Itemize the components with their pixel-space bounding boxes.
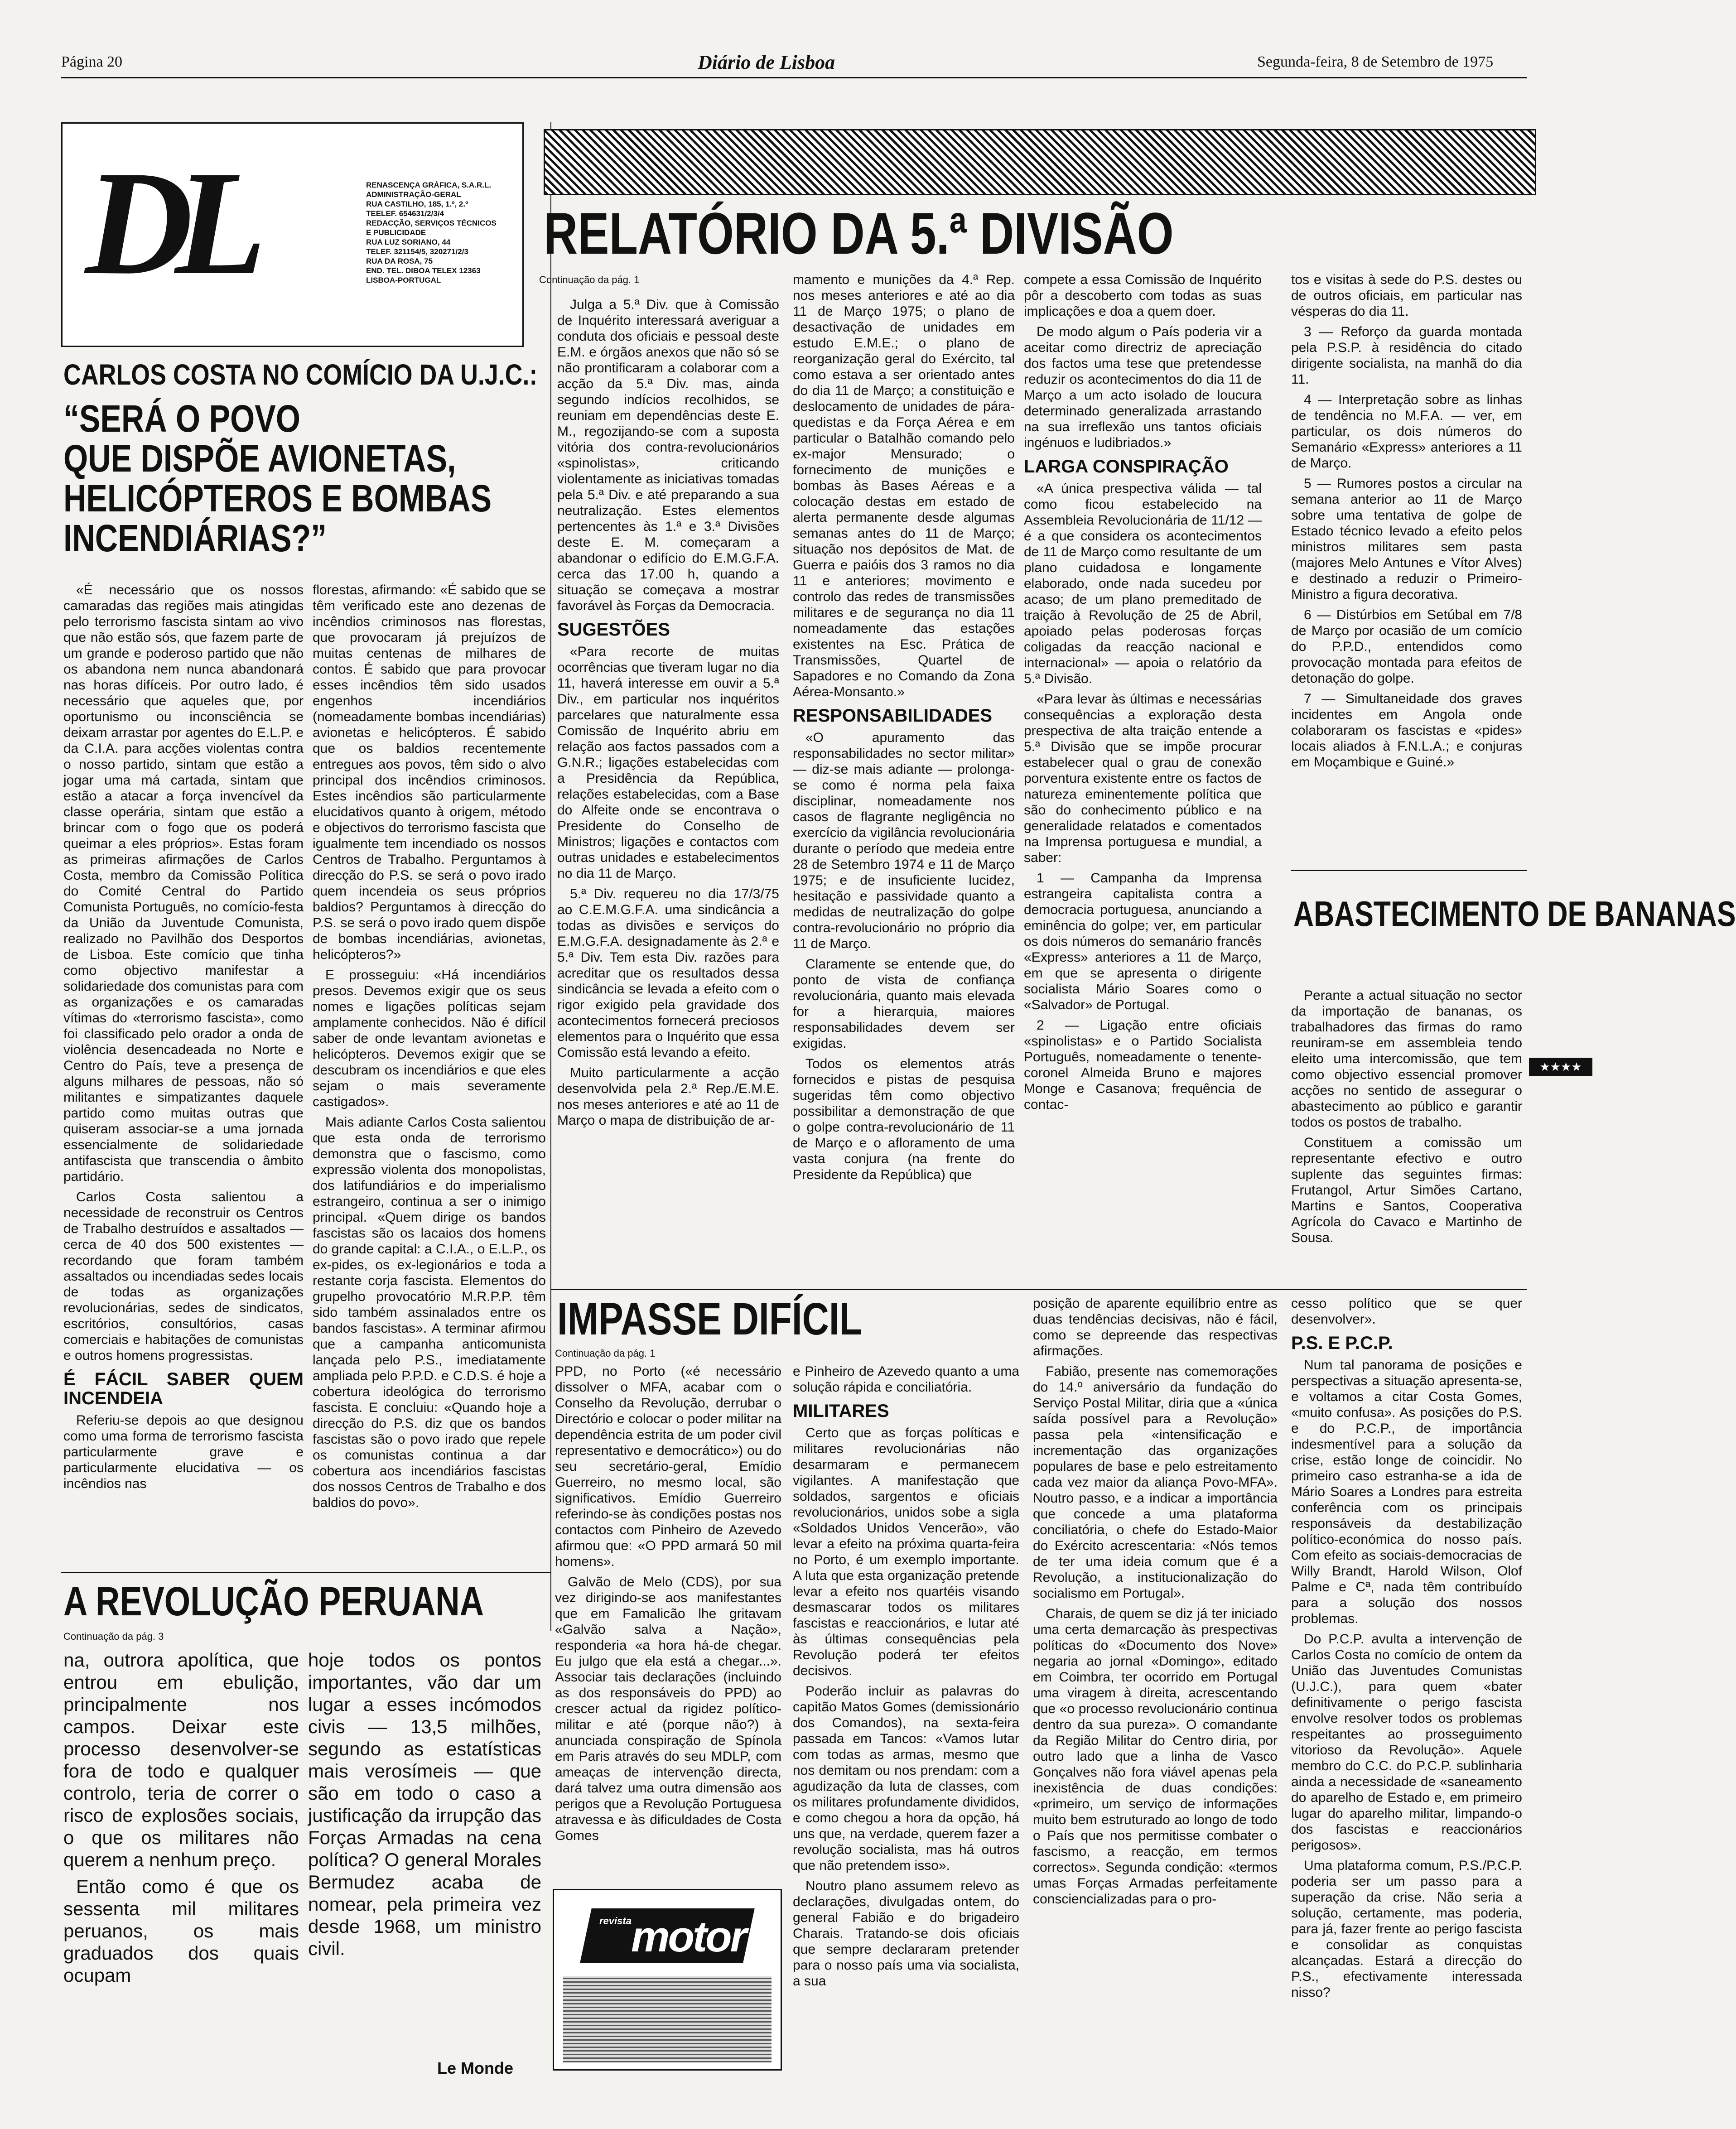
carlos-kicker: CARLOS COSTA NO COMÍCIO DA U.J.C.: [63, 358, 538, 391]
impasse-continuation: Continuação da pág. 1 [555, 1348, 656, 1359]
motor-advert [553, 1889, 782, 2071]
impasse-column-4: cesso político que se quer desenvolver». P.S. E P.C.P. Num tal panorama de posições e perspectivas a situação apresenta-se, e voltamos a citar Costa Gomes, «muito confusa». As posições do P.S. e do P.C.P., de importância indesmentível para a solução da crise, estão longe de coincidir. No primeiro caso estranha-se a ida de Mário Soares a Londres para estreita conferência com os principais responsáveis da destabilização político-económica do nosso país. Com efeito as sociais-democracias de Willy Brandt, Harold Wilson, Olof Palme e Cª, nada têm contribuído para a solução dos nossos problemas. Do P.C.P. avulta a intervenção de Carlos Costa no comício de ontem da União das Juventudes Comunistas (U.J.C.), para quem «bater definitivamente o perigo fascista envolve resolver todos os problemas respeitantes ao prosseguimento vitorioso da Revolução». Aquele membro do C.C. do P.C.P. sublinharia ainda a necessidade de «saneamento do aparelho de Estado e, em primeiro lugar do aparelho militar, limpando-o dos fascistas e reaccionários perigosos». Uma plataforma comum, P.S./P.C.P. poderia ser um passo para a superação da crise. Não seria a solução, certamente, mas poderia, para já, fazer frente ao perigo fascista e consolidar as conquistas alcançadas. Estará a direcção do P.S., efectivamente interessada nisso? [1291, 1296, 1522, 2000]
carlos-column-2: florestas, afirmando: «É sabido que se têm verificado este ano dezenas de incêndios criminosos nas florestas, que provocaram já prejuízos de muitas centenas de milhares de contos. É sabido que para provocar esses incêndios têm sido usados engenhos incendiários (nomeadamente bombas incendiárias) avionetas e helicópteros. É sabido que os baldios recentemente entregues aos povos, têm sido o alvo principal dos incêndios criminosos. Estes incêndios são particularmente elucidativos quanto à origem, método e objectivos do terrorismo fascista que igualmente tem incendiado os nossos Centros de Trabalho. Perguntamos à direcção do P.S. se será o povo irado quem incendeia os seus próprios baldios? Perguntamos à direcção do P.S. se será o povo irado quem dispõe de bombas incendiárias, avionetas, helicópteros?» E prosseguiu: «Há incendiários presos. Devemos exigir que os seus nomes e ligações políticas sejam amplamente conhecidos. Não é difícil saber de onde levantam avionetas e helicópteros. Devemos exigir que se descubram os incendiários e que eles sejam o mais severamente castigados». Mais adiante Carlos Costa salientou que esta onda de terrorismo demonstra que o fascismo, como expressão violenta dos monopolistas, dos latifundiários e do imperialismo estrangeiro, continua a ser o inimigo principal. «Quem dirige os bandos fascistas são os lacaios dos homens do grande capital: a C.I.A., o E.L.P., os ex-pides, os ex-legionários e toda a restante corja fascista. Elementos do grupelho provocatório M.R.P.P. têm sido também assinalados entre os bandos fascistas». A terminar afirmou que a campanha anticomunista lançada pelo P.S., imediatamente ampliada pelo P.P.D. e C.D.S. é hoje a cobertura ideológica do terrorismo fascista. E concluiu: «Quando hoje a direcção do P.S. diz que os bandos fascistas são o povo irado que repele os comunistas continua a dar cobertura aos incendiários fascistas dos nossos Centros de Trabalho e dos baldios do povo». [313, 583, 546, 1510]
peruana-continuation: Continuação da pág. 3 [63, 1631, 164, 1642]
motor-brand: motor [631, 1912, 745, 1961]
relatorio-column-2: mamento e munições da 4.ª Rep. nos meses anteriores e até ao dia 11 de Março 1975; o plano de desactivação de unidades em estudo E.M.E.; o plano de reorganização geral do Exército, tal como estava a ser orientado antes do dia 11 de Março; a constituição e deslocamento de unidades de pára-quedistas e da Força Aérea e em particular o Batalhão comando pelo ex-major Mensurado; o fornecimento de munições e bombas às Bases Aéreas e a colocação destas em estado de alerta permanente desde algumas semanas antes do 11 de Março; situação nos depósitos de Mat. de Guerra e paióis dos 3 ramos no dia 11 e anteriores; movimento e controlo das redes de transmissões militares e de segurança no dia 11 nomeadamente das estações existentes na Esc. Prática de Transmissões, Quartel de Sapadores e no Comando da Zona Aérea-Monsanto.» RESPONSABILIDADES «O apuramento das responsabilidades no sector militar» — diz-se mais adiante — prolonga-se como é norma pela faixa disciplinar, nomeadamente nos casos de flagrante negligência no exercício da vigilância revolucionária durante o período que medeia entre 28 de Setembro 1974 e 11 de Março 1975; e de insuficiente lucidez, hesitação e passividade quanto a medidas de neutralização do golpe contra-revolucionário no próprio dia 11 de Março. Claramente se entende que, do ponto de vista de confiança revolucionária, quanto mais elevada for a hierarquia, maiores responsabilidades devem ser exigidas. Todos os elementos atrás fornecidos e pistas de pesquisa sugeridas têm como objectivo possibilitar a demonstração de que o golpe contra-revolucionário de 11 de Março e o afloramento de uma vasta conjura (na frente do Presidente da República) que [793, 272, 1015, 1182]
peruana-source: Le Monde [437, 2059, 513, 2077]
peruana-column-1: na, outrora apolítica, que entrou em ebulição, principalmente nos campos. Deixar este processo desenvolver-se fora de todo e qualquer controlo, teria de correr o risco de explosões sociais, o que os militares não querem a nenhum preço. Então como é que os sessenta mil militares peruanos, os mais graduados dos quais ocupam [63, 1649, 299, 1986]
masthead-logo-box [61, 122, 524, 347]
column-divider [550, 122, 551, 1631]
relatorio-headline: RELATÓRIO DA 5.ª DIVISÃO [544, 200, 1174, 266]
page-number: Página 20 [61, 53, 123, 70]
motor-ad-image [563, 1976, 772, 2062]
peruana-top-rule [61, 1572, 550, 1573]
bananas-headline: ABASTECIMENTO DE BANANAS [1293, 894, 1736, 934]
relatorio-column-4: tos e visitas à sede do P.S. destes ou de outros oficiais, em particular nas vésperas do dia 11. 3 — Reforço da guarda montada pela P.S.P. à residência do citado dirigente socialista, na manhã do dia 11. 4 — Interpretação sobre as linhas de tendência no M.F.A. — ver, em particular, os dois números do Semanário «Express» anteriores a 11 de Março. 5 — Rumores postos a circular na semana anterior ao 11 de Março sobre uma tentativa de golpe de Estado técnico levado a efeito pelos ministros militares sem pasta (majores Melo Antunes e Vítor Alves) e destinado a reduzir o Primeiro-Ministro a figura decorativa. 6 — Distúrbios em Setúbal em 7/8 de Março por ocasião de um comício do P.P.D., entendidos como provocação montada para efeitos de detonação do golpe. 7 — Simultaneidade dos graves incidentes em Angola onde colaboraram os fascistas e «pides» locais aliados à F.N.L.A.; e conjuras em Moçambique e Guiné.» [1291, 272, 1522, 770]
impasse-column-3: posição de aparente equilíbrio entre as duas tendências decisivas, não é fácil, como se depreende das respectivas afirmações. Fabião, presente nas comemorações do 14.º aniversário da fundação do Serviço Postal Militar, diria que a «única saída possível para a Revolução» passa pela «intensificação e incrementação das organizações populares de base e pelo estreitamento cada vez maior da aliança Povo-MFA». Noutro passo, e a indicar a importância que concede a uma plataforma conciliatória, o chefe do Estado-Maior do Exército acrescentaria: «Nós temos de ter uma ideia comum que é a Revolução, a institucionalização do socialismo em Portugal». Charais, de quem se diz já ter iniciado uma certa demarcação às prespectivas políticas do «Documento dos Nove» negaria ao jornal «Domingo», editado em Coimbra, ter ocorrido em Portugal uma viragem à direita, acrescentando que «o processo revolucionário continua dentro da sua pureza». O comandante da Região Militar do Centro diria, por outro lado que a linha de Vasco Gonçalves não fora viável apenas pela inexistência de duas condições: «primeiro, um serviço de informações muito bem estruturado ao longo de todo o País que nos permitisse combater o fascismo, a reacção, em termos correctos». Segunda condição: «termos umas Forças Armadas perfeitamente consciencializadas para o pro- [1033, 1296, 1278, 1907]
relatorio-column-1: Julga a 5.ª Div. que à Comissão de Inquérito interessará averiguar a conduta dos oficiais e pessoal deste E.M. e órgãos anexos que não só se não prontificaram a colaborar com a acção da 5.ª Div. mas, ainda segundo indícios recolhidos, se reuniam em dependências deste E. M., regozijando-se com a suposta vitória dos contra-revolucionários «spinolistas», criticando violentamente as iniciativas tomadas pela 5.ª Div. e até preparando a sua neutralização. Estes elementos pertencentes às 1.ª e 3.ª Divisões deste E. M. começaram a abandonar o edifício do E.M.G.F.A. cerca das 17.00 h, quando a situação se começava a mostrar favorável às Forças da Democracia. SUGESTÕES «Para recorte de muitas ocorrências que tiveram lugar no dia 11, haverá interesse em ouvir a 5.ª Div., em particular nos inquéritos parcelares que naturalmente essa Comissão de Inquérito abriu em relação aos factos passados com a G.N.R.; ligações estabelecidas com a Presidência da República, relações estabelecidas, com a Base do Alfeite onde se encontrava o Presidente do Conselho de Ministros; ligações e contactos com outras unidades e estabelecimentos no dia 11 de Março. 5.ª Div. requereu no dia 17/3/75 ao C.E.M.G.F.A. uma sindicância a todas as divisões e serviços do E.M.G.F.A. designadamente às 2.ª e 5.ª Div. Tem esta Div. razões para acreditar que os resultados dessa sindicância se levada a efeito com o rigor exigido pela gravidade dos acontecimentos fornecerá preciosos elementos para o Inquérito que essa Comissão está levando a efeito. Muito particularmente a acção desenvolvida pela 2.ª Rep./E.M.E. nos meses anteriores e até ao 11 de Março o mapa de distribuição de ar- [557, 297, 779, 1128]
bananas-body: Perante a actual situação no sector da importação de bananas, os trabalhadores das firmas do ramo reuniram-se em assembleia tendo eleito uma intercomissão, que tem como objectivo essencial promover acções no sentido de assegurar o abastecimento ao público e garantir todos os postos de trabalho. Constituem a comissão um representante efectivo e outro suplente das seguintes firmas: Frutangol, Artur Simões Cartano, Martins e Santos, Cooperativa Agrícola do Cavaco e Martinho de Sousa. [1291, 988, 1522, 1245]
peruana-column-2: hoje todos os pontos importantes, vão dar um lugar a esses incómodos civis — 13,5 milhões, segundo as estatísticas mais verosímeis — que são em todo o caso a justificação da irrupção das Forças Armadas na cena política? O general Morales Bermudez acaba de nomear, pela primeira vez desde 1968, um ministro civil. [308, 1649, 541, 1959]
carlos-headline: “SERÁ O POVO QUE DISPÕE AVIONETAS, HELICÓPTEROS E BOMBAS INCENDIÁRIAS?” [63, 397, 492, 559]
stars-marker: ★★★★ [1529, 1058, 1592, 1076]
peruana-headline: A REVOLUÇÃO PERUANA [63, 1579, 484, 1624]
dl-logo: DL [85, 140, 248, 306]
impasse-column-2: e Pinheiro de Azevedo quanto a uma solução rápida e conciliatória. MILITARES Certo que as forças políticas e militares revolucionárias não desarmaram e permanecem vigilantes. A manifestação que soldados, sargentos e oficiais revolucionários, unidos sobe a sigla «Soldados Unidos Vencerão», vão levar a efeito na próxima quarta-feira no Porto, é um exemplo importante. A luta que esta organização pretende levar a efeito nos quartéis visando desmascarar todos os militares fascistas e reaccionários, e lutar até às últimas consequências pela Revolução poderá ter efeitos decisivos. Poderão incluir as palavras do capitão Matos Gomes (demissionário dos Comandos), na sexta-feira passada em Tancos: «Vamos lutar com todas as armas, mesmo que nos demitam ou nos prendam: com a agudização da luta de classes, com os militares profundamente divididos, e como chegou a hora da opção, há uns que, na verdade, querem fazer a revolução socialista, mas há outros que não pretendem isso». Noutro plano assumem relevo as declarações, divulgadas ontem, do general Fabião e do brigadeiro Charais. Tratando-se dois oficiais que sempre declararam pretender para o nosso país uma via socialista, a sua [793, 1364, 1019, 1989]
carlos-column-1: «É necessário que os nossos camaradas das regiões mais atingidas pelo terrorismo fascista sintam ao vivo que não estão sós, que fazem parte de um grande e poderoso partido que não os abandona nem nunca abandonará nas horas difíceis. Por outro lado, é necessário que aqueles que, por oportunismo ou inconsciência se deixam arrastar por agentes do E.L.P. e da C.I.A. para acções violentas contra o nosso partido, sintam que estão a jogar uma má cartada, sintam que estão a atacar a força invencível da classe operária, sintam que estão a brincar com o fogo que os poderá queimar a eles próprios». Estas foram as primeiras afirmações de Carlos Costa, membro da Comissão Política do Comité Central do Partido Comunista Português, no comício-festa da União da Juventude Comunista, realizado no Pavilhão dos Desportos de Lisboa. Este comício que tinha como objectivo manifestar a solidariedade dos comunistas para com as organizações e os camaradas vítimas do «terrorismo fascista», como foi classificado pelo orador a onda de violência desencadeada no Norte e Centro do País, teve a presença de alguns milhares de pessoas, não só militantes e simpatizantes daquele partido como muitas outras que quiseram associar-se a uma jornada essencialmente de solidariedade antifascista que transcendia o âmbito partidário. Carlos Costa salientou a necessidade de reconstruir os Centros de Trabalho destruídos e assaltados — cerca de 40 dos 500 existentes — recordando que foram também assaltados ou incendiadas sedes locais de todas as organizações revolucionárias, sedes de sindicatos, escritórios, consultórios, casas comerciais e habitações de comunistas e outros homens progressistas. É FÁCIL SABER QUEM INCENDEIA Referiu-se depois ao que designou como uma forma de terrorismo fascista particularmente grave e particularmente elucidativa — os incêndios nas [63, 583, 304, 1491]
header-rule [61, 77, 1527, 78]
publisher-info: RENASCENÇA GRÁFICA, S.A.R.L. ADMINISTRAÇÃO-GERAL RUA CASTILHO, 185, 1.º, 2.º TEELEF. 654631/2/3/4 REDACÇÃO, SERVIÇOS TÉCNICOS E PUBLICIDADE RUA LUZ SORIANO, 44 TELEF. 321154/5, 320271/2/3 RUA DA ROSA, 75 END. TEL. DIBOA TELEX 12363 LISBOA-PORTUGAL [366, 181, 497, 284]
hatched-banner [544, 129, 1536, 195]
carlos-subhead: É FÁCIL SABER QUEM INCENDEIA [63, 1369, 304, 1408]
impasse-column-1: PPD, no Porto («é necessário dissolver o MFA, acabar com o Conselho da Revolução, derrubar o Directório e colocar o poder militar na dependência estrita de um poder civil representativo e democrático») ou do seu secretário-geral, Emídio Guerreiro, no mesmo local, são significativos. Emídio Guerreiro referindo-se às condições postas nos contactos com Pinheiro de Azevedo afirmou que: «O PPD armará 50 mil homens». Galvão de Melo (CDS), por sua vez dirigindo-se aos manifestantes que em Famalicão lhe gritavam «Galvão salva a Nação», responderia «a hora há-de chegar. Eu julgo que ela está a chegar...». Associar tais declarações (incluindo as dos responsáveis do PPD) ao crescer actual da rigidez político-militar e até (porque não?) à anunciada conspiração de Spínola em Paris através do seu MDLP, com ameaças de intervenção directa, dará talvez uma outra dimensão aos perigos que a Revolução Portuguesa atravessa e às dificuldades de Costa Gomes [555, 1364, 781, 1843]
relatorio-column-3: compete a essa Comissão de Inquérito pôr a descoberto com todas as suas implicações e doa a quem doer. De modo algum o País poderia vir a aceitar como directriz de apreciação dos factos uma tese que pretendesse reduzir os acontecimentos do dia 11 de Março a um acto isolado de loucura determinado generalizada arrastando na sua irreflexão uns tantos oficiais ingénuos e ludibriados.» LARGA CONSPIRAÇÃO «A única prespectiva válida — tal como ficou estabelecido na Assembleia Revolucionária de 11/12 — é a que considera os acontecimentos de 11 de Março como resultante de um plano cuidadosa e longamente elaborado, onde nada sucedeu por acaso; de um plano premeditado de traição à Revolução de 25 de Abril, apoiado pelas poderosas forças coligadas da reacção nacional e internacional» — apoia o relatório da 5.ª Divisão. «Para levar às últimas e necessárias consequências a exploração desta prespectiva de alta traição entende a 5.ª Divisão que se impõe procurar estabelecer qual o grau de conexão porventura existente entre os factos de natureza eminentemente política que são do conhecimento público e na generalidade relatados e comentados na Imprensa portuguesa e mundial, a saber: 1 — Campanha da Imprensa estrangeira capitalista contra a democracia portuguesa, anunciando a eminência do golpe; ver, em particular os dois números do semanário francês «Express» anteriores a 11 de Março, em que se apresenta o dirigente socialista Mário Soares como o «Salvador» de Portugal. 2 — Ligação entre oficiais «spinolistas» e o Partido Socialista Português, nomeadamente o tenente-coronel Almeida Bruno e majores Monge e Casanova; frequência de contac- [1024, 272, 1262, 1112]
issue-date: Segunda-feira, 8 de Setembro de 1975 [1257, 53, 1494, 70]
bananas-top-rule [1291, 870, 1527, 871]
motor-prefix: revista [599, 1915, 632, 1927]
masthead-title: Diário de Lisboa [698, 51, 835, 73]
impasse-top-rule [550, 1289, 1527, 1290]
impasse-headline: IMPASSE DIFÍCIL [557, 1294, 862, 1344]
relatorio-continuation: Continuação da pág. 1 [539, 274, 640, 285]
